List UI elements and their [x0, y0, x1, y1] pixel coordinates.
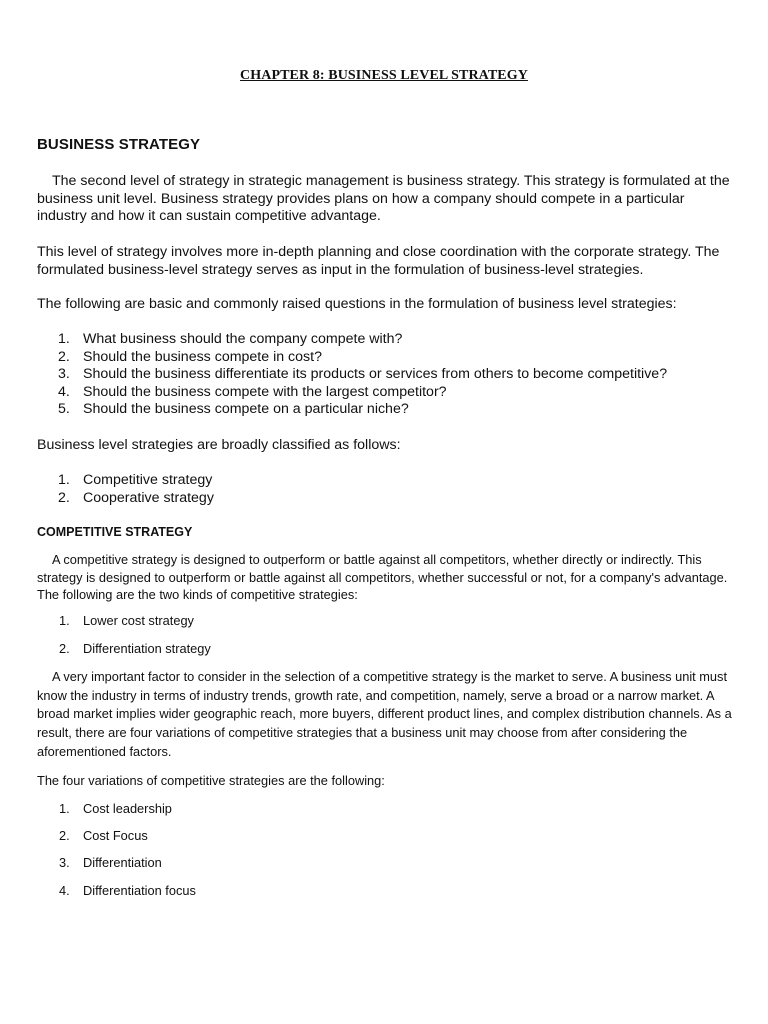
list-text: Differentiation focus [83, 883, 196, 898]
paragraph-intro: The second level of strategy in strategic management is business strategy. This strategy is formulated at the business unit level. Business strategy provides plans on how a company should compete in a particular industry and how it can sustain competitive advantage. [37, 173, 730, 225]
list-text: Lower cost strategy [83, 613, 194, 628]
list-text: Differentiation strategy [83, 641, 211, 656]
paragraph-market-factor: A very important factor to consider in the selection of a competitive strategy is the market to serve. A business unit must know the industry in terms of industry trends, growth rate, and competition, namely, serve a broad or a narrow market. A broad market implies wider geographic reach, more buyers, different product lines, and complex distribution channels. As a result, there are four variations of competitive strategies that a business unit may choose from after considering the aforementioned factors. [37, 669, 732, 759]
list-text: Cooperative strategy [83, 489, 214, 506]
list-text: Competitive strategy [83, 472, 213, 488]
list-text: Should the business compete in cost? [83, 348, 322, 365]
list-text: Should the business compete on a particular niche? [83, 401, 409, 418]
subheading-competitive-strategy: COMPETITIVE STRATEGY [37, 525, 193, 539]
chapter-title: CHAPTER 8: BUSINESS LEVEL STRATEGY [240, 68, 528, 83]
list-text: Should the business compete with the largest competitor? [83, 383, 447, 400]
list-item [37, 331, 737, 349]
list-text: Differentiation [83, 855, 162, 870]
list-number: 1. [59, 801, 70, 816]
list-number: 2. [58, 348, 70, 365]
list-item [37, 613, 194, 628]
list-item [37, 401, 737, 419]
list-number: 2. [58, 489, 70, 506]
classification-list [37, 472, 737, 507]
paragraph-coordination: This level of strategy involves more in-depth planning and close coordination with the corporate strategy. The formulated business-level strategy serves as input in the formulation of business-level strategies. [37, 244, 720, 278]
list-number: 3. [58, 366, 70, 383]
questions-list [37, 331, 737, 419]
list-item [37, 366, 737, 384]
list-item [37, 828, 148, 843]
section-heading: BUSINESS STRATEGY [37, 136, 201, 153]
list-item [37, 883, 196, 898]
list-number: 2. [59, 828, 70, 843]
list-item [37, 855, 162, 870]
list-text: Cost Focus [83, 828, 148, 843]
list-item [37, 641, 211, 656]
list-number: 1. [58, 331, 70, 347]
list-number: 1. [59, 613, 70, 628]
list-item [37, 801, 172, 816]
list-number: 2. [59, 641, 70, 656]
paragraph-classification-intro: Business level strategies are broadly classified as follows: [37, 437, 401, 453]
list-item [37, 472, 737, 490]
list-number: 5. [58, 401, 70, 418]
list-item [37, 384, 737, 402]
list-item [37, 490, 737, 508]
list-text: What business should the company compete with? [83, 331, 403, 347]
list-number: 3. [59, 855, 70, 870]
list-number: 4. [59, 883, 70, 898]
list-text: Should the business differentiate its products or services from others to become competitive? [83, 366, 668, 383]
paragraph-questions-intro: The following are basic and commonly raised questions in the formulation of business level strategies: [37, 296, 677, 312]
list-item [37, 349, 737, 367]
list-number: 1. [58, 472, 70, 488]
paragraph-competitive-definition: A competitive strategy is designed to outperform or battle against all competitors, whether directly or indirectly. This strategy is designed to outperform or battle against all competitors, whether successful or not, for a company's advantage. The following are the two kinds of competitive strategies: [37, 552, 728, 603]
paragraph-variations-intro: The four variations of competitive strategies are the following: [37, 773, 385, 788]
list-number: 4. [58, 383, 70, 400]
list-text: Cost leadership [83, 801, 172, 816]
